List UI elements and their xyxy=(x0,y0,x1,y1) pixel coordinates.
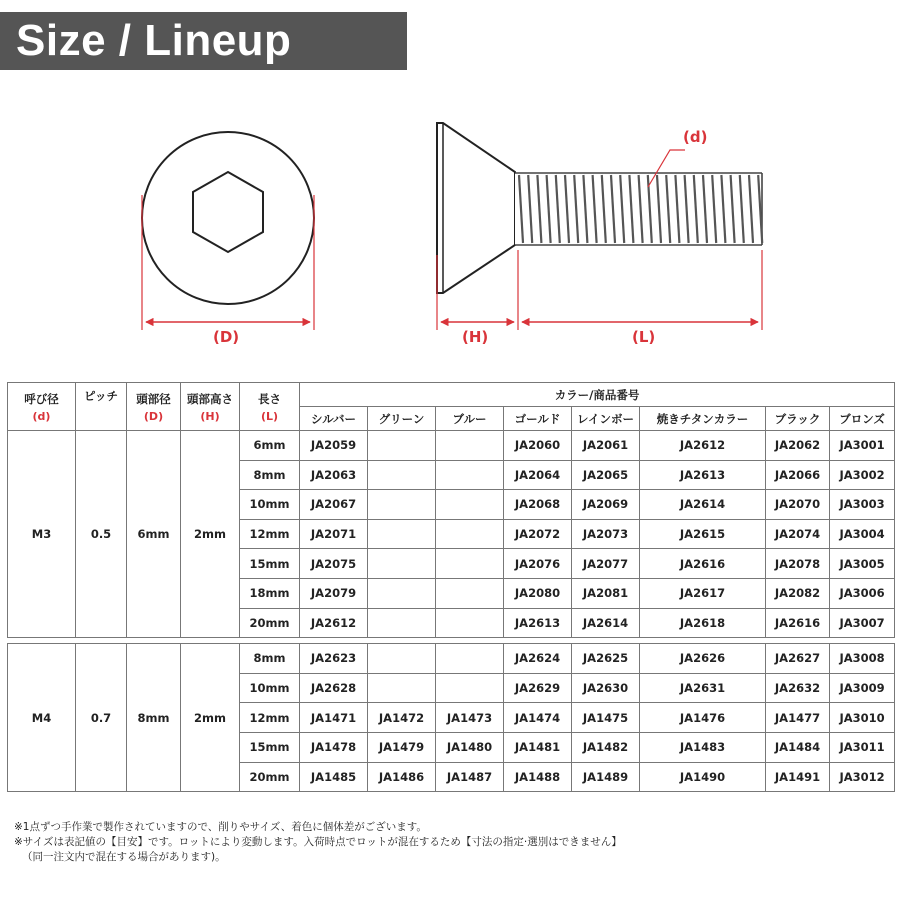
cell-product-code: JA2080 xyxy=(504,578,572,608)
cell-product-code: JA2064 xyxy=(504,460,572,490)
cell-product-code: JA1480 xyxy=(436,732,504,762)
cell-product-code: JA2065 xyxy=(572,460,640,490)
cell-length: 8mm xyxy=(240,460,300,490)
head-top-view xyxy=(142,132,314,330)
note-line: ※サイズは表記値の【目安】です。ロットにより変動します。入荷時点でロットが混在するため【寸法の指定·選別はできません】 xyxy=(14,836,622,848)
cell-product-code: JA3012 xyxy=(830,762,895,792)
cell-length: 10mm xyxy=(240,490,300,520)
header-color: ゴールド xyxy=(504,407,572,431)
cell-product-code: JA2077 xyxy=(572,549,640,579)
cell-product-code: JA2612 xyxy=(640,431,766,461)
cell-nominal: M4 xyxy=(8,644,76,792)
header-color: レインボー xyxy=(572,407,640,431)
cell-product-code xyxy=(368,460,436,490)
cell-length: 18mm xyxy=(240,578,300,608)
size-lineup-table xyxy=(7,382,895,792)
cell-product-code: JA2614 xyxy=(572,608,640,638)
cell-product-code: JA2627 xyxy=(766,644,830,674)
cell-product-code: JA3002 xyxy=(830,460,895,490)
cell-product-code: JA1476 xyxy=(640,703,766,733)
cell-product-code: JA2081 xyxy=(572,578,640,608)
cell-product-code: JA2613 xyxy=(640,460,766,490)
cell-product-code: JA3001 xyxy=(830,431,895,461)
cell-product-code: JA1491 xyxy=(766,762,830,792)
cell-product-code: JA2066 xyxy=(766,460,830,490)
cell-product-code: JA3009 xyxy=(830,673,895,703)
cell-product-code: JA1475 xyxy=(572,703,640,733)
header-color: シルバー xyxy=(300,407,368,431)
cell-length: 20mm xyxy=(240,762,300,792)
cell-product-code: JA1483 xyxy=(640,732,766,762)
cell-product-code xyxy=(436,644,504,674)
cell-product-code: JA1471 xyxy=(300,703,368,733)
header-length: 長さ (L) xyxy=(240,383,300,431)
screw-side-view xyxy=(437,123,762,330)
cell-head-height: 2mm xyxy=(181,431,240,638)
cell-product-code xyxy=(368,549,436,579)
cell-product-code: JA2626 xyxy=(640,644,766,674)
cell-product-code: JA2072 xyxy=(504,519,572,549)
notes xyxy=(14,820,894,865)
cell-product-code: JA1487 xyxy=(436,762,504,792)
cell-product-code: JA3011 xyxy=(830,732,895,762)
cell-product-code: JA2617 xyxy=(640,578,766,608)
cell-length: 20mm xyxy=(240,608,300,638)
table-row xyxy=(8,431,895,461)
cell-length: 10mm xyxy=(240,673,300,703)
cell-product-code xyxy=(436,490,504,520)
cell-product-code: JA3008 xyxy=(830,644,895,674)
cell-product-code: JA1479 xyxy=(368,732,436,762)
screw-diagram-svg xyxy=(0,95,900,365)
cell-product-code: JA1485 xyxy=(300,762,368,792)
cell-product-code: JA1489 xyxy=(572,762,640,792)
dimension-label-d: (d) xyxy=(683,128,708,146)
cell-product-code: JA1478 xyxy=(300,732,368,762)
header-color: ブラック xyxy=(766,407,830,431)
cell-product-code: JA2618 xyxy=(640,608,766,638)
cell-product-code: JA2629 xyxy=(504,673,572,703)
header-color: 焼きチタンカラー xyxy=(640,407,766,431)
cell-product-code: JA2075 xyxy=(300,549,368,579)
cell-product-code: JA2062 xyxy=(766,431,830,461)
cell-product-code xyxy=(368,608,436,638)
cell-product-code: JA2078 xyxy=(766,549,830,579)
cell-product-code: JA2082 xyxy=(766,578,830,608)
cell-product-code: JA2616 xyxy=(766,608,830,638)
cell-product-code: JA2059 xyxy=(300,431,368,461)
table-row xyxy=(8,644,895,674)
cell-product-code xyxy=(368,644,436,674)
header-color-group: カラー/商品番号 xyxy=(300,383,895,407)
cell-product-code: JA2069 xyxy=(572,490,640,520)
cell-product-code: JA1477 xyxy=(766,703,830,733)
cell-product-code: JA1482 xyxy=(572,732,640,762)
cell-product-code: JA2060 xyxy=(504,431,572,461)
cell-product-code xyxy=(368,431,436,461)
cell-product-code: JA1474 xyxy=(504,703,572,733)
cell-product-code: JA2630 xyxy=(572,673,640,703)
cell-product-code: JA2624 xyxy=(504,644,572,674)
cell-product-code: JA2612 xyxy=(300,608,368,638)
cell-product-code xyxy=(436,460,504,490)
cell-product-code: JA1473 xyxy=(436,703,504,733)
cell-length: 15mm xyxy=(240,549,300,579)
cell-length: 12mm xyxy=(240,703,300,733)
cell-head-diameter: 6mm xyxy=(127,431,181,638)
cell-product-code: JA2616 xyxy=(640,549,766,579)
cell-product-code: JA3006 xyxy=(830,578,895,608)
cell-product-code xyxy=(436,673,504,703)
cell-product-code xyxy=(368,578,436,608)
cell-product-code: JA2631 xyxy=(640,673,766,703)
cell-product-code: JA2071 xyxy=(300,519,368,549)
cell-product-code: JA1472 xyxy=(368,703,436,733)
cell-product-code: JA3007 xyxy=(830,608,895,638)
cell-product-code: JA2614 xyxy=(640,490,766,520)
note-line: （同一注文内で混在する場合があります)。 xyxy=(22,851,226,863)
cell-product-code: JA3005 xyxy=(830,549,895,579)
cell-product-code xyxy=(436,578,504,608)
note-line: ※1点ずつ手作業で製作されていますので、削りやサイズ、着色に個体差がございます。 xyxy=(14,821,427,833)
header-color: ブロンズ xyxy=(830,407,895,431)
header-color: グリーン xyxy=(368,407,436,431)
dimension-label-H: (H) xyxy=(462,328,489,346)
cell-product-code: JA1481 xyxy=(504,732,572,762)
page-title: Size / Lineup xyxy=(0,12,407,70)
cell-product-code: JA2067 xyxy=(300,490,368,520)
cell-product-code xyxy=(436,431,504,461)
dimension-label-D: (D) xyxy=(213,328,240,346)
cell-product-code xyxy=(368,490,436,520)
cell-product-code: JA2076 xyxy=(504,549,572,579)
cell-product-code: JA2070 xyxy=(766,490,830,520)
cell-product-code: JA1484 xyxy=(766,732,830,762)
header-head-diameter: 頭部径 (D) xyxy=(127,383,181,431)
header-color: ブルー xyxy=(436,407,504,431)
cell-product-code: JA2079 xyxy=(300,578,368,608)
cell-product-code: JA3003 xyxy=(830,490,895,520)
cell-head-diameter: 8mm xyxy=(127,644,181,792)
cell-product-code: JA2628 xyxy=(300,673,368,703)
cell-product-code: JA2625 xyxy=(572,644,640,674)
cell-pitch: 0.7 xyxy=(76,644,127,792)
cell-head-height: 2mm xyxy=(181,644,240,792)
cell-product-code: JA2063 xyxy=(300,460,368,490)
cell-product-code xyxy=(436,608,504,638)
cell-product-code: JA1486 xyxy=(368,762,436,792)
cell-pitch: 0.5 xyxy=(76,431,127,638)
cell-product-code: JA2068 xyxy=(504,490,572,520)
cell-nominal: M3 xyxy=(8,431,76,638)
cell-product-code: JA2073 xyxy=(572,519,640,549)
cell-product-code: JA3010 xyxy=(830,703,895,733)
cell-product-code: JA2061 xyxy=(572,431,640,461)
dimension-label-L: (L) xyxy=(632,328,656,346)
cell-product-code xyxy=(368,519,436,549)
cell-length: 6mm xyxy=(240,431,300,461)
cell-length: 12mm xyxy=(240,519,300,549)
cell-length: 8mm xyxy=(240,644,300,674)
cell-product-code: JA3004 xyxy=(830,519,895,549)
header-pitch: ピッチ xyxy=(76,383,127,431)
cell-product-code: JA2632 xyxy=(766,673,830,703)
cell-product-code: JA1488 xyxy=(504,762,572,792)
screw-dimension-diagram xyxy=(0,95,900,365)
cell-product-code xyxy=(368,673,436,703)
cell-length: 15mm xyxy=(240,732,300,762)
cell-product-code: JA2074 xyxy=(766,519,830,549)
header-nominal: 呼び径 (d) xyxy=(8,383,76,431)
cell-product-code xyxy=(436,519,504,549)
cell-product-code: JA2623 xyxy=(300,644,368,674)
cell-product-code xyxy=(436,549,504,579)
cell-product-code: JA2615 xyxy=(640,519,766,549)
header-head-height: 頭部高さ (H) xyxy=(181,383,240,431)
cell-product-code: JA1490 xyxy=(640,762,766,792)
cell-product-code: JA2613 xyxy=(504,608,572,638)
